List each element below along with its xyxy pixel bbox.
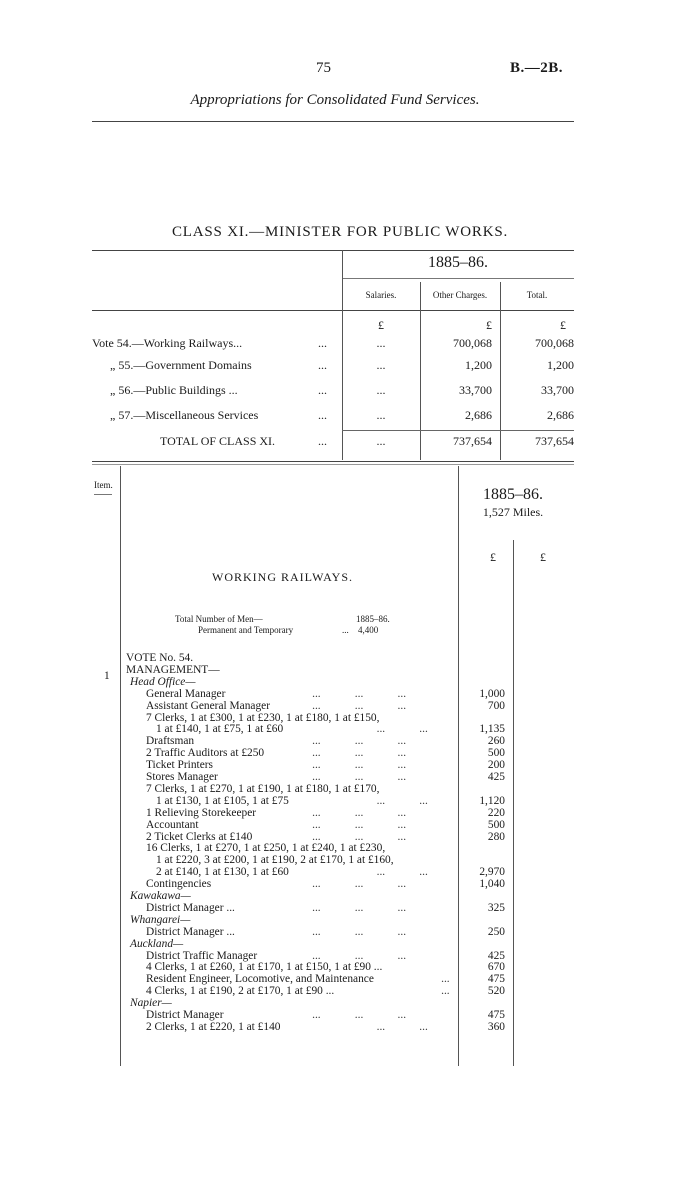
detail-line-amount: 1,000 <box>479 687 505 700</box>
detail-line-amount: 520 <box>487 985 505 998</box>
summary-row-total: 2,686 <box>547 408 574 422</box>
detail-line-dots: ... ... ... <box>312 818 407 831</box>
total-dots: ... <box>318 434 327 448</box>
detail-currency-2: £ <box>540 550 546 564</box>
detail-line-amount: 500 <box>487 818 505 831</box>
detail-line: 4 Clerks, 1 at £190, 2 at £170, 1 at £90 ... <box>146 985 335 998</box>
detail-line: 16 Clerks, 1 at £270, 1 at £250, 1 at £240, 1 at £230, <box>146 842 386 855</box>
summary-row-dots: ... <box>318 336 327 350</box>
detail-miles: 1,527 Miles. <box>482 505 544 519</box>
summary-row-salaries: ... <box>376 408 386 422</box>
col-salaries: Salaries. <box>365 290 397 300</box>
detail-line: MANAGEMENT— <box>126 663 220 676</box>
detail-line: Whangarei— <box>130 913 191 926</box>
summary-row-total: 1,200 <box>547 358 574 372</box>
detail-currency-1: £ <box>490 550 496 564</box>
summary-bottom-rule <box>92 461 574 462</box>
total-total: 737,654 <box>535 434 574 448</box>
detail-line: Kawakawa— <box>130 890 191 902</box>
men-label: Total Number of Men— <box>175 614 263 624</box>
detail-line: Stores Manager <box>146 771 218 783</box>
detail-line-dots: ... ... ... <box>312 699 407 712</box>
detail-line: 2 at £140, 1 at £130, 1 at £60 <box>156 866 289 879</box>
detail-line-amount: 1,040 <box>479 878 505 891</box>
summary-row-other: 33,700 <box>459 383 492 397</box>
detail-line-amount: 260 <box>487 735 505 748</box>
detail-line-amount: 325 <box>487 901 505 914</box>
detail-line-amount: 2,970 <box>479 866 505 879</box>
item-number: 1 <box>104 670 110 682</box>
detail-line: District Manager ... <box>146 925 235 938</box>
detail-line-dots: ... ... <box>376 723 428 736</box>
currency-total: £ <box>560 318 566 332</box>
detail-line: Accountant <box>146 818 199 831</box>
detail-line: Contingencies <box>146 878 212 891</box>
detail-line: Head Office— <box>130 675 196 688</box>
detail-line-dots: ... ... <box>376 794 428 807</box>
detail-line: 7 Clerks, 1 at £300, 1 at £230, 1 at £180, 1 at £150, <box>146 711 380 724</box>
summary-row-label: Vote 54.—Working Railways... <box>92 336 243 350</box>
summary-row-other: 1,200 <box>465 358 492 372</box>
men-dots: ... <box>342 625 349 635</box>
detail-line: 1 at £220, 3 at £200, 1 at £190, 2 at £170, 1 at £160, <box>156 854 394 867</box>
detail-line-dots: ... ... ... <box>312 771 407 783</box>
total-salaries: ... <box>376 434 386 448</box>
men-sublabel: Permanent and Temporary <box>198 625 294 635</box>
detail-line-amount: 425 <box>487 771 505 783</box>
detail-line-dots: ... ... ... <box>312 687 407 700</box>
summary-header-rule <box>92 310 574 311</box>
detail-line: Napier— <box>130 997 172 1010</box>
detail-line-dots: ... <box>441 985 450 998</box>
detail-line: District Traffic Manager <box>146 949 258 962</box>
detail-line: Assistant General Manager <box>146 699 270 712</box>
section-title: WORKING RAILWAYS. <box>212 570 353 584</box>
header-rule <box>92 121 574 122</box>
summary-row-dots: ... <box>318 408 327 422</box>
detail-line: 1 at £140, 1 at £75, 1 at £60 <box>156 723 284 736</box>
summary-row-salaries: ... <box>376 336 386 350</box>
total-label: TOTAL OF CLASS XI. <box>160 434 276 448</box>
detail-line-dots: ... ... <box>376 866 428 879</box>
detail-line-amount: 670 <box>487 961 505 974</box>
detail-line-amount: 250 <box>487 925 505 938</box>
detail-line-dots: ... ... ... <box>312 925 407 938</box>
detail-line: 2 Clerks, 1 at £220, 1 at £140 <box>146 1020 281 1033</box>
summary-row-salaries: ... <box>376 358 386 372</box>
men-count: 4,400 <box>358 625 379 635</box>
class-title: CLASS XI.—MINISTER FOR PUBLIC WORKS. <box>171 224 509 240</box>
detail-line: District Manager ... <box>146 901 235 914</box>
detail-line-dots: ... ... ... <box>312 830 407 843</box>
detail-line-dots: ... ... ... <box>312 949 407 962</box>
detail-line: 7 Clerks, 1 at £270, 1 at £190, 1 at £180, 1 at £170, <box>146 782 380 795</box>
detail-line-amount: 1,135 <box>479 723 505 736</box>
summary-row-other: 2,686 <box>465 408 492 422</box>
summary-row-label: „ 56.—Public Buildings ... <box>110 383 238 397</box>
detail-line: Resident Engineer, Locomotive, and Maintenance <box>146 973 374 986</box>
detail-line: VOTE No. 54. <box>126 652 194 664</box>
detail-line: District Manager <box>146 1009 224 1021</box>
detail-line-amount: 500 <box>487 747 505 760</box>
detail-line-amount: 1,120 <box>479 794 505 807</box>
detail-line-amount: 700 <box>487 699 505 712</box>
summary-row-salaries: ... <box>376 383 386 397</box>
detail-line: 2 Traffic Auditors at £250 <box>146 747 265 760</box>
detail-line-dots: ... ... ... <box>312 901 407 914</box>
detail-line: 1 at £130, 1 at £105, 1 at £75 <box>156 794 289 807</box>
detail-line: Draftsman <box>146 735 195 748</box>
summary-top-rule <box>92 250 574 251</box>
summary-row-other: 700,068 <box>453 336 492 350</box>
summary-year: 1885–86. <box>428 254 488 271</box>
summary-row-label: „ 55.—Government Domains <box>110 358 252 372</box>
item-column-head: Item. <box>94 480 113 490</box>
detail-line-dots: ... ... ... <box>312 759 407 772</box>
detail-line-dots: ... ... ... <box>312 747 407 760</box>
detail-year: 1885–86. <box>483 486 543 503</box>
detail-line-dots: ... ... ... <box>312 878 407 891</box>
detail-line: Auckland— <box>130 937 184 950</box>
summary-year-rule <box>342 278 574 279</box>
summary-row-dots: ... <box>318 358 327 372</box>
detail-line-amount: 360 <box>487 1020 505 1033</box>
detail-line-amount: 280 <box>487 830 505 843</box>
detail-line-dots: ... <box>441 973 450 986</box>
summary-row-total: 700,068 <box>535 336 574 350</box>
detail-line-dots: ... ... ... <box>312 806 407 819</box>
detail-line: Ticket Printers <box>146 759 213 772</box>
item-column-rule <box>120 466 121 1066</box>
detail-line-amount: 425 <box>487 949 505 962</box>
total-top-rule <box>342 430 574 431</box>
detail-line-amount: 220 <box>487 806 505 819</box>
document-code: B.—2B. <box>510 60 564 76</box>
summary-row-label: „ 57.—Miscellaneous Services <box>110 408 259 422</box>
detail-line: 4 Clerks, 1 at £260, 1 at £170, 1 at £150, 1 at £90 ... <box>146 961 383 974</box>
detail-line: 1 Relieving Storekeeper <box>146 806 257 819</box>
total-other: 737,654 <box>453 434 492 448</box>
col-other-charges: Other Charges. <box>432 290 488 300</box>
currency-salaries: £ <box>378 318 384 332</box>
detail-line-dots: ... ... ... <box>312 735 407 748</box>
page-subtitle: Appropriations for Consolidated Fund Services. <box>190 92 480 108</box>
detail-line: 2 Ticket Clerks at £140 <box>146 830 253 843</box>
summary-row-dots: ... <box>318 383 327 397</box>
detail-line: General Manager <box>146 687 226 700</box>
col-total: Total. <box>526 290 548 300</box>
currency-other: £ <box>486 318 492 332</box>
detail-line-amount: 200 <box>487 759 505 772</box>
summary-row-total: 33,700 <box>541 383 574 397</box>
men-year: 1885–86. <box>356 614 390 624</box>
detail-line-amount: 475 <box>487 973 505 986</box>
detail-line-dots: ... ... ... <box>312 1009 407 1021</box>
page-number: 75 <box>316 60 331 76</box>
detail-line-dots: ... ... <box>376 1020 428 1033</box>
detail-line-amount: 475 <box>487 1009 505 1021</box>
